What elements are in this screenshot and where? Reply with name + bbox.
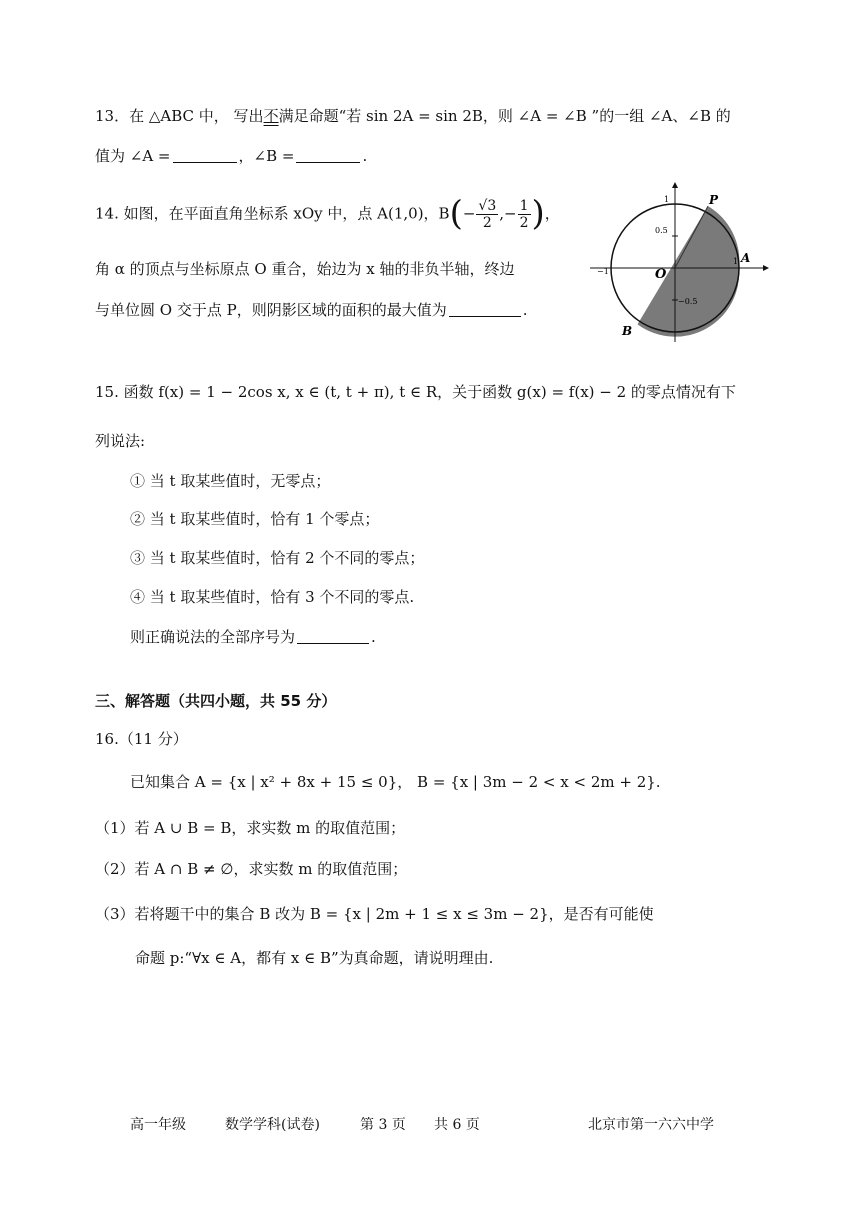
footer-school: 北京市第一六六中学 <box>588 1117 714 1133</box>
answer-blank-angle-b[interactable] <box>296 146 360 163</box>
tick-label-y-neg-half: −0.5 <box>678 297 698 306</box>
q16-part-3-line-2: 命题 p:“∀x ∈ A，都有 x ∈ B”为真命题，请说明理由. <box>135 949 494 967</box>
q16-given: 已知集合 A = {x | x² + 8x + 15 ≤ 0}， B = {x | 3m − 2 < x < 2m + 2}. <box>130 773 661 791</box>
q15-conclusion-a: 则正确说法的全部序号为 <box>130 628 296 646</box>
q14-line3-end: . <box>522 301 528 319</box>
q16-title: 16.（11 分） <box>95 730 188 748</box>
shaded-region <box>638 206 740 337</box>
tick-label-x-1: 1 <box>733 257 739 266</box>
x-axis-arrow <box>763 265 769 271</box>
unit-circle-figure <box>585 180 775 345</box>
tick-label-y-1: 1 <box>664 195 670 204</box>
tick-label-y-half: 0.5 <box>655 226 668 235</box>
q13-line2-end: . <box>362 147 368 165</box>
footer-subject: 数学学科(试卷) <box>225 1117 320 1133</box>
b-minus: − <box>462 204 476 223</box>
label-point-a: A <box>741 251 751 265</box>
label-origin-o: O <box>655 267 667 282</box>
q15-item-1: ① 当 t 取某些值时，无零点； <box>130 472 331 490</box>
q13-text-b: 满足命题“若 sin 2A = sin 2B，则 ∠A = ∠B ”的一组 ∠A、∠B 的 <box>278 107 731 125</box>
fraction-1-over-2: $\frac{1}{2}$ <box>519 198 529 231</box>
q13-triangle: △ABC <box>148 107 195 125</box>
b-sep: ,− <box>499 204 517 223</box>
q15-conclusion <box>130 625 376 649</box>
answer-blank-statements[interactable] <box>297 627 369 644</box>
q15-item-4: ④ 当 t 取某些值时，恰有 3 个不同的零点. <box>130 588 415 606</box>
footer-page: 第 3 页 <box>360 1117 406 1133</box>
q13-emphasis: 不 <box>263 107 279 125</box>
q14-line-3 <box>95 298 527 322</box>
tick-label-x-neg1: −1 <box>597 267 609 276</box>
q14-line3-a: 与单位圆 O 交于点 P，则阴影区域的面积的最大值为 <box>95 301 447 319</box>
q15-item-2: ② 当 t 取某些值时，恰有 1 个零点； <box>130 510 380 528</box>
q15-line-1: 15. 函数 f(x) = 1 − 2cos x, x ∈ (t, t + π), t ∈ R，关于函数 g(x) = f(x) − 2 的零点情况有下 <box>95 383 736 401</box>
q13-line-2 <box>95 144 367 168</box>
q14-line1-end: ， <box>544 204 560 223</box>
answer-blank-area[interactable] <box>449 300 521 317</box>
footer-total: 共 6 页 <box>434 1117 480 1133</box>
q13-prefix: 13．在 <box>95 107 149 125</box>
answer-blank-angle-a[interactable] <box>173 146 237 163</box>
q14-line-1 <box>95 193 560 234</box>
label-point-b: B <box>622 324 633 338</box>
section-heading: 三、解答题（共四小题，共 55 分） <box>95 692 337 710</box>
q14-line-2: 角 α 的顶点与坐标原点 O 重合，始边为 x 轴的非负半轴，终边 <box>95 260 515 278</box>
paren-right: ) <box>531 193 545 234</box>
q15-line-2: 列说法: <box>95 432 146 450</box>
label-point-p: P <box>709 193 719 207</box>
paren-left: ( <box>449 193 463 234</box>
y-axis-arrow <box>672 182 678 188</box>
q13-text-a: 中， 写出 <box>194 107 264 125</box>
footer-grade: 高一年级 <box>130 1117 186 1133</box>
q16-part-3: （3）若将题干中的集合 B 改为 B = {x | 2m + 1 ≤ x ≤ 3m − 2}，是否有可能使 <box>95 905 654 923</box>
q13-line2-b: ，∠B = <box>238 147 295 165</box>
q16-part-2: （2）若 A ∩ B ≠ ∅，求实数 m 的取值范围； <box>95 860 408 878</box>
q14-line1-a: 14. 如图，在平面直角坐标系 xOy 中，点 A(1,0)，B <box>95 204 450 223</box>
q13-line-1 <box>95 104 731 128</box>
fraction-sqrt3-over-2: $\frac{√3}{2}$ <box>478 198 497 231</box>
q15-conclusion-end: . <box>371 628 376 646</box>
q13-line2-a: 值为 ∠A = <box>95 147 171 165</box>
q16-part-1: （1）若 A ∪ B = B，求实数 m 的取值范围； <box>95 819 406 837</box>
q15-item-3: ③ 当 t 取某些值时，恰有 2 个不同的零点； <box>130 549 425 567</box>
